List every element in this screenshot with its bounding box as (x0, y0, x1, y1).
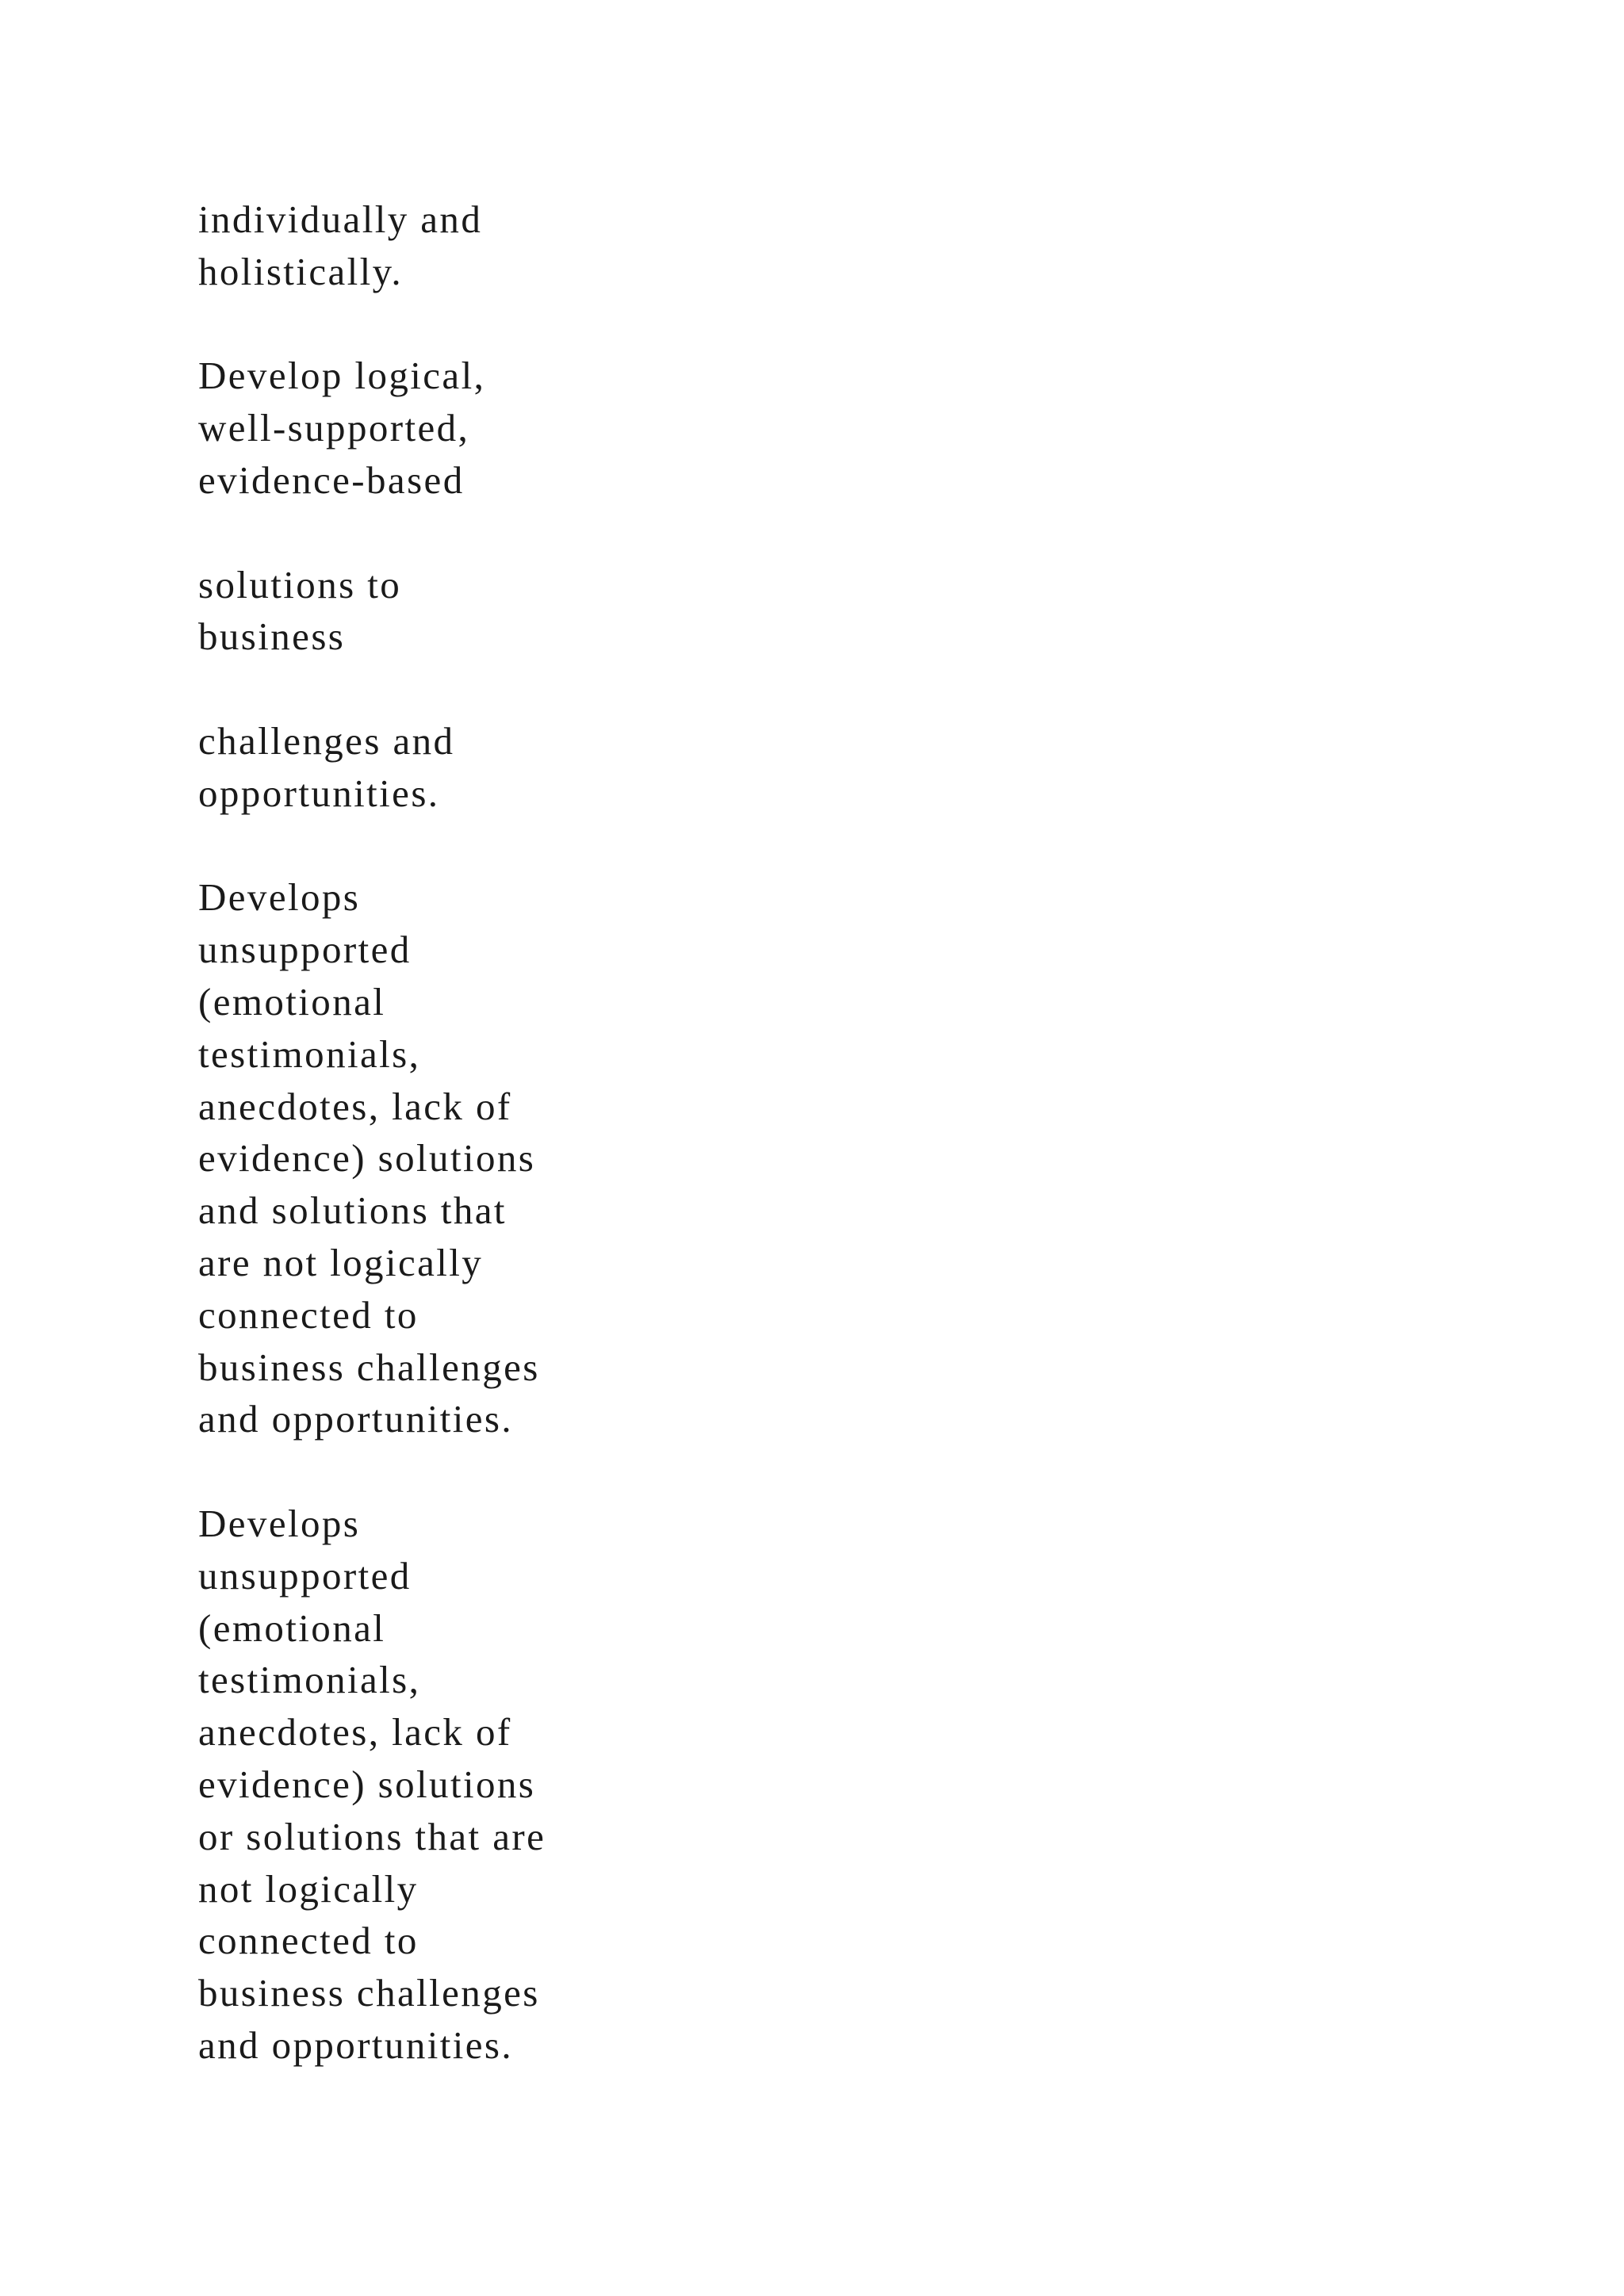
text-line: or solutions that are (198, 1814, 546, 1858)
text-line: individually and (198, 197, 483, 241)
text-line: opportunities. (198, 771, 440, 815)
text-line: Develop logical, (198, 354, 486, 398)
text-line: and opportunities. (198, 1397, 514, 1441)
paragraph-5 (198, 871, 912, 1445)
text-line: Develops (198, 875, 361, 920)
text-line: business challenges (198, 1345, 540, 1389)
text-line: unsupported (198, 1553, 412, 1598)
text-line: evidence-based (198, 457, 465, 502)
text-line: and solutions that (198, 1188, 507, 1233)
text-line: challenges and (198, 718, 455, 763)
text-line: evidence) solutions (198, 1762, 536, 1806)
text-line: unsupported (198, 928, 412, 972)
text-line: (emotional (198, 1605, 386, 1650)
text-line: testimonials, (198, 1658, 421, 1702)
text-line: solutions to (198, 562, 402, 607)
text-line: connected to (198, 1919, 419, 1963)
text-line: testimonials, (198, 1031, 421, 1076)
paragraph-3 (198, 559, 912, 664)
text-line: evidence) solutions (198, 1136, 536, 1181)
text-line: not logically (198, 1866, 419, 1911)
text-line: holistically. (198, 249, 404, 293)
text-line: anecdotes, lack of (198, 1710, 512, 1755)
paragraph-1 (198, 193, 912, 298)
text-line: and opportunities. (198, 2022, 514, 2067)
paragraph-4 (198, 715, 912, 820)
text-line: anecdotes, lack of (198, 1084, 512, 1128)
text-line: well-supported, (198, 406, 470, 450)
text-line: business (198, 614, 346, 659)
document-text-column (198, 193, 912, 2123)
text-line: (emotional (198, 979, 386, 1024)
text-line: are not logically (198, 1240, 484, 1284)
text-line: business challenges (198, 1971, 540, 2015)
text-line: Develops (198, 1501, 361, 1545)
paragraph-6 (198, 1498, 912, 2072)
text-line: connected to (198, 1292, 419, 1337)
paragraph-2 (198, 350, 912, 506)
